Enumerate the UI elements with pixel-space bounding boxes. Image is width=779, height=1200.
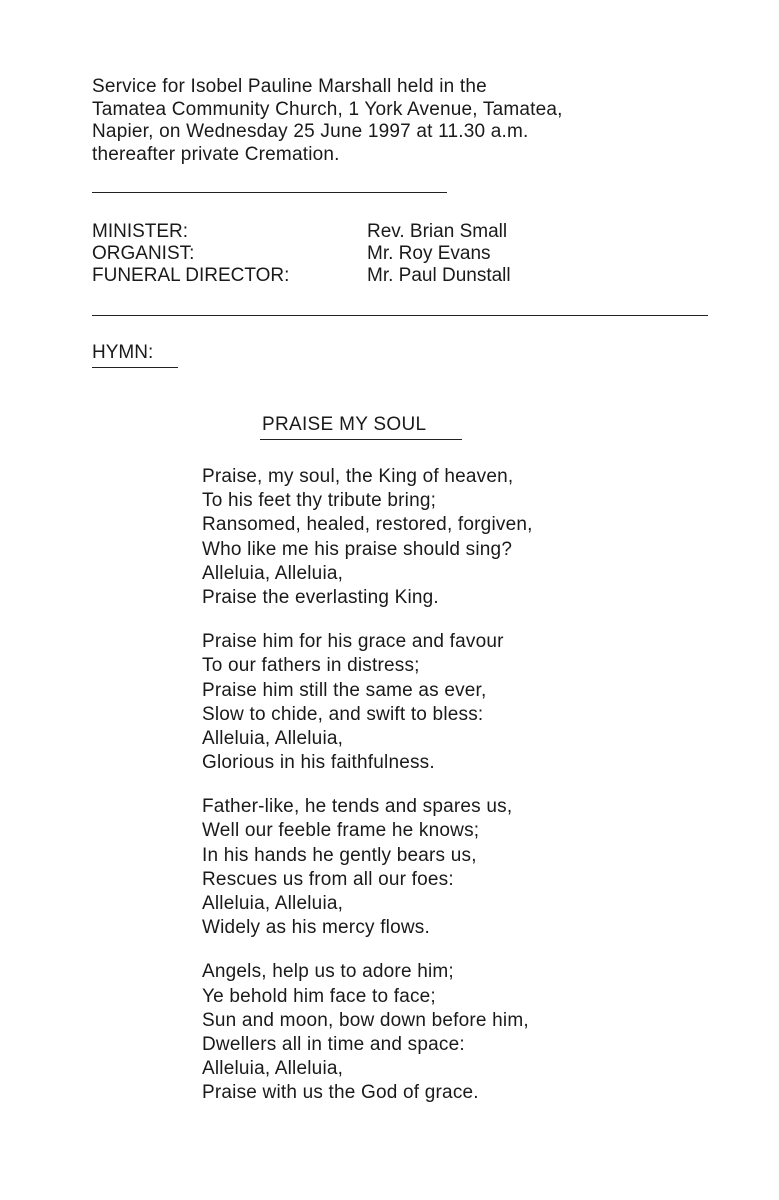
verse-line: Angels, help us to adore him; (202, 961, 454, 983)
verse-line: Ye behold him face to face; (202, 985, 436, 1007)
role-name: Rev. Brian Small (367, 221, 508, 242)
role-label: MINISTER: (92, 221, 189, 242)
role-name: Mr. Roy Evans (367, 243, 491, 264)
hymn-heading (92, 342, 153, 364)
service-intro (92, 76, 732, 166)
verse-line: In his hands he gently bears us, (202, 844, 477, 866)
role-name: Mr. Paul Dunstall (367, 265, 511, 286)
intro-line: Service for Isobel Pauline Marshall held in the (92, 76, 487, 97)
hymn-title-text: PRAISE MY SOUL (262, 414, 427, 435)
verse-line: Alleluia, Alleluia, (202, 893, 344, 914)
verse-line: Praise him still the same as ever, (202, 679, 487, 701)
hymn-heading-text: HYMN: (92, 342, 154, 363)
verse-line: To our fathers in distress; (202, 655, 420, 677)
verse-line: Sun and moon, bow down before him, (202, 1009, 529, 1031)
verse-line: Praise him for his grace and favour (202, 631, 504, 653)
role-label: FUNERAL DIRECTOR: (92, 265, 290, 286)
hymn-verses (202, 465, 762, 1106)
intro-line: Napier, on Wednesday 25 June 1997 at 11.30 a.m. (92, 121, 529, 142)
verse-line: Who like me his praise should sing? (202, 538, 513, 560)
verse-line: Alleluia, Alleluia, (202, 727, 344, 749)
verse-line: Slow to chide, and swift to bless: (202, 703, 484, 725)
intro-line: Tamatea Community Church, 1 York Avenue, Tamatea, (92, 98, 563, 120)
verse-line: Widely as his mercy flows. (202, 917, 430, 939)
verse-line: Well our feeble frame he knows; (202, 820, 480, 842)
verse-line: Alleluia, Alleluia, (202, 562, 344, 584)
hymn-verse (202, 630, 762, 775)
hymn-verse (202, 795, 762, 940)
verse-line: Praise the everlasting King. (202, 586, 439, 608)
verse-line: Glorious in his faithfulness. (202, 752, 435, 774)
verse-line: Rescues us from all our foes: (202, 868, 454, 890)
hymn-verse (202, 465, 762, 610)
verse-line: Father-like, he tends and spares us, (202, 796, 513, 818)
verse-line: To his feet thy tribute bring; (202, 490, 437, 512)
verse-line: Dwellers all in time and space: (202, 1033, 465, 1055)
hymn-title (262, 414, 426, 436)
verse-line: Praise, my soul, the King of heaven, (202, 466, 514, 487)
intro-line: thereafter private Cremation. (92, 143, 340, 165)
hymn-heading-underline (92, 367, 178, 368)
divider-short (92, 192, 447, 193)
divider-long (92, 315, 708, 316)
role-label: ORGANIST: (92, 243, 195, 264)
verse-line: Praise with us the God of grace. (202, 1082, 479, 1104)
hymn-title-underline (260, 439, 462, 440)
verse-line: Ransomed, healed, restored, forgiven, (202, 514, 533, 536)
verse-line: Alleluia, Alleluia, (202, 1058, 344, 1080)
hymn-verse (202, 960, 762, 1105)
